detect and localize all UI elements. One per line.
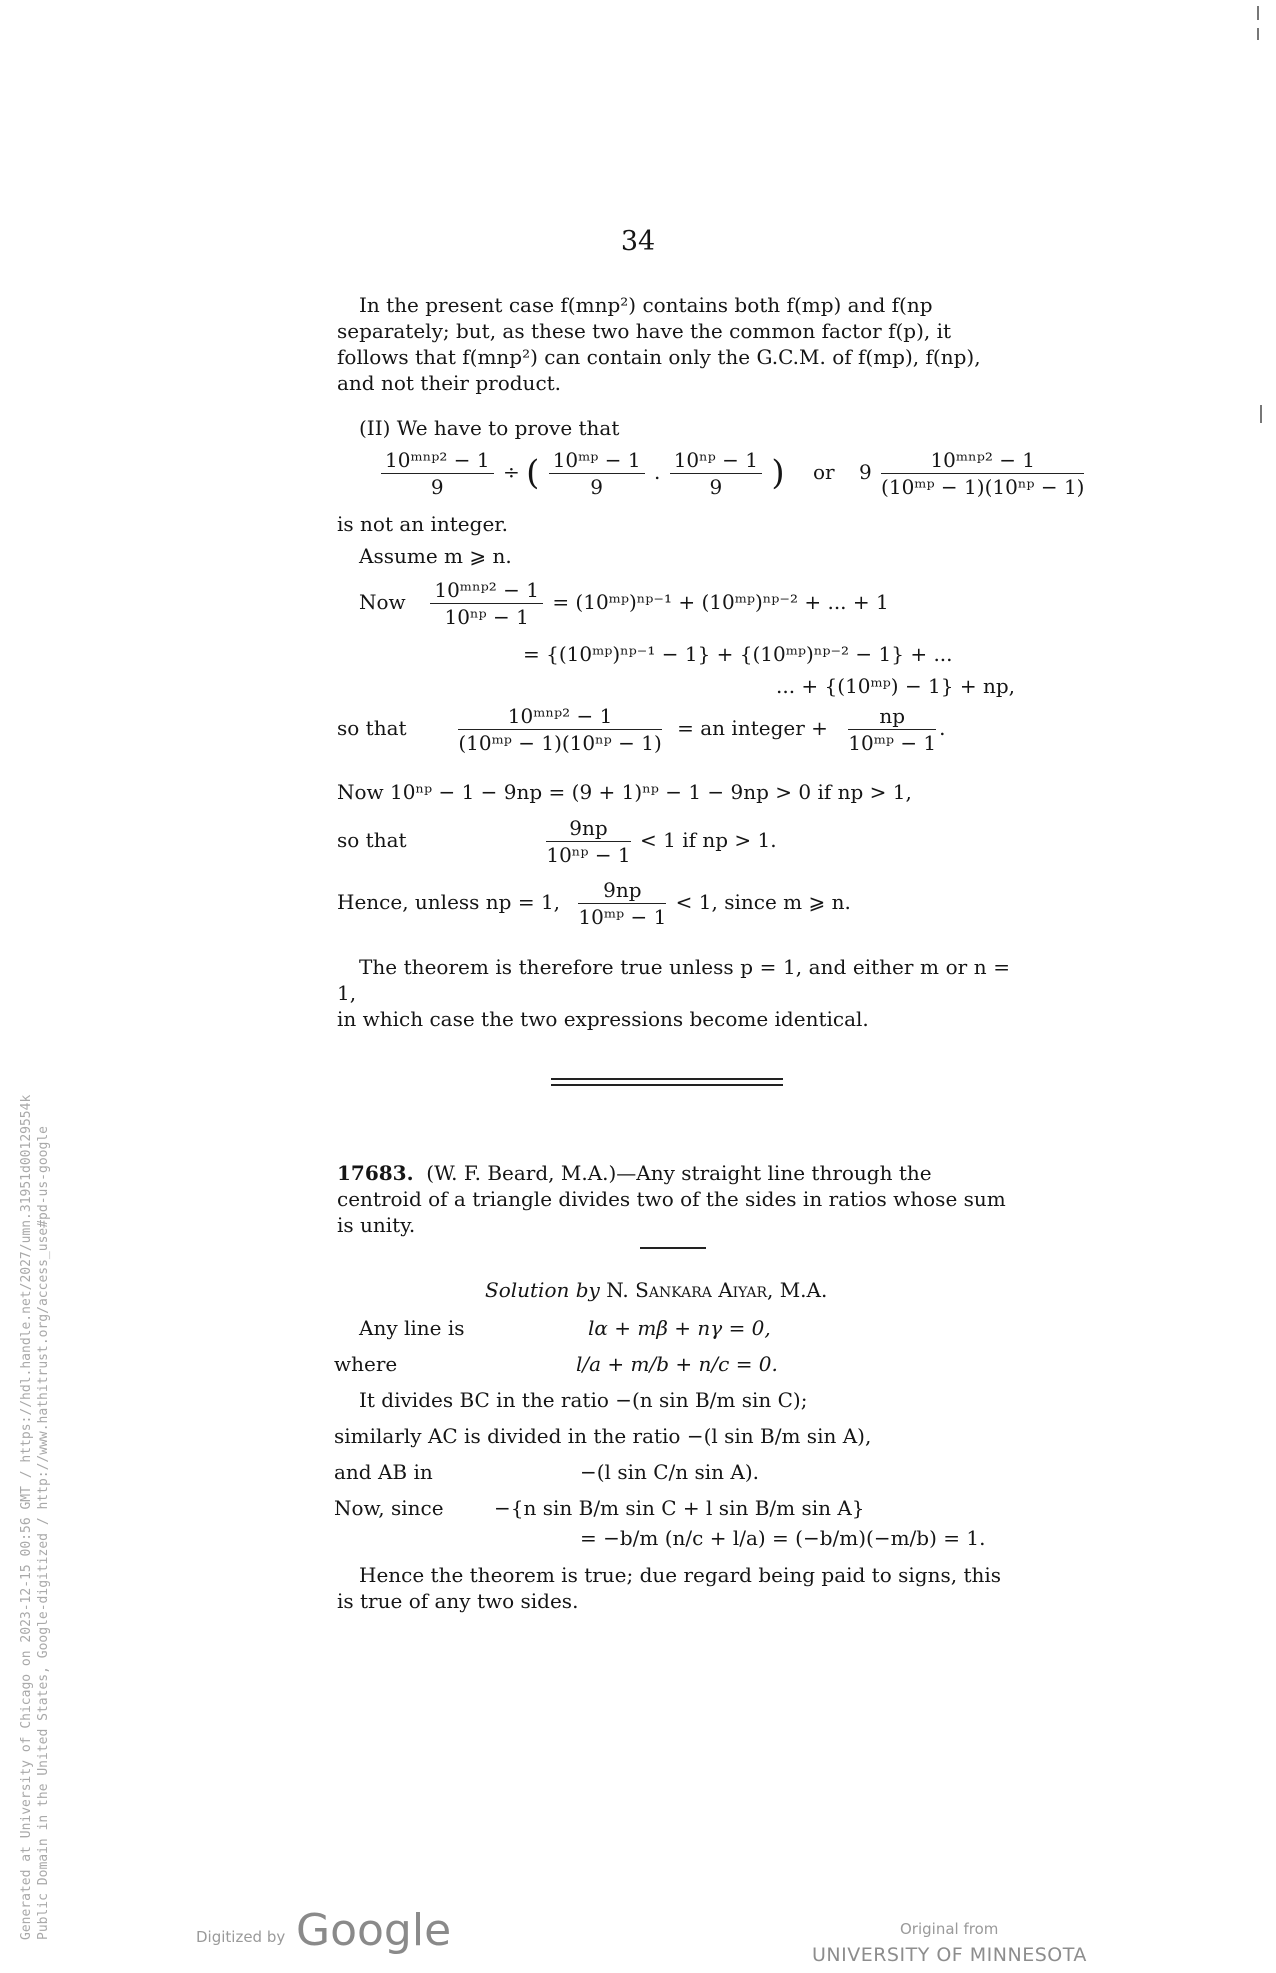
- fraction-mnp: $\frac{\text{10ᵐⁿᵖ² − 1}}{9}$: [381, 448, 494, 499]
- now-since-equation: −{n sin B/m sin C + l sin B/m sin A}: [494, 1496, 865, 1520]
- fraction-9np: $\frac{9np}{\text{10ⁿᵖ − 1}}$: [546, 816, 631, 867]
- ab-ratio: −(l sin C/n sin A).: [580, 1460, 759, 1484]
- divide-sign: ÷: [502, 460, 520, 484]
- short-divider: [640, 1247, 706, 1249]
- expansion-equation: Now $\frac{\text{10ᵐⁿᵖ² − 1}}{\text{10ⁿᵖ − 1}}$ = (10ᵐᵖ)ⁿᵖ⁻¹ + (10ᵐᵖ)ⁿᵖ⁻² + ... + 1: [359, 578, 889, 629]
- intro-line-2: separately; but, as these two have the common factor f(p), it: [337, 319, 952, 343]
- section-divider-top: [551, 1078, 783, 1080]
- bc-ratio-line: It divides BC in the ratio −(n sin B/m sin C);: [359, 1388, 808, 1412]
- closing-line-2: is true of any two sides.: [337, 1589, 579, 1613]
- ac-ratio-line: similarly AC is divided in the ratio −(l sin B/m sin A),: [334, 1424, 872, 1448]
- fraction-mp: $\frac{\text{10ᵐᵖ − 1}}{9}$: [549, 448, 645, 499]
- so-that-less-than: so that $\frac{9np}{\text{10ⁿᵖ − 1}}$ < 1 if np > 1.: [337, 816, 777, 867]
- so-that-integer: so that $\frac{\text{10ᵐⁿᵖ² − 1}}{\text{(10ᵐᵖ − 1)(10ⁿᵖ − 1)}}$ = an integer + $\frac{np}{\text{10ᵐᵖ − 1}}$ .: [337, 704, 946, 755]
- any-line-equation: lα + mβ + nγ = 0,: [588, 1316, 771, 1340]
- intro-line-1: In the present case f(mnp²) contains both f(mp) and f(np: [359, 293, 933, 317]
- expansion-rhs: = (10ᵐᵖ)ⁿᵖ⁻¹ + (10ᵐᵖ)ⁿᵖ⁻² + ... + 1: [552, 590, 889, 614]
- intro-line-3: follows that f(mnp²) can contain only the G.C.M. of f(mp), f(np),: [337, 345, 981, 369]
- part-two-intro: (II) We have to prove that: [359, 416, 620, 440]
- scan-edge-mark: [1257, 6, 1259, 20]
- fraction-hence: $\frac{9np}{\text{10ᵐᵖ − 1}}$: [578, 878, 667, 929]
- fraction-np: $\frac{\text{10ⁿᵖ − 1}}{9}$: [670, 448, 762, 499]
- expansion-line-3: ... + {(10ᵐᵖ) − 1} + np,: [776, 674, 1016, 698]
- expansion-line-2: = {(10ᵐᵖ)ⁿᵖ⁻¹ − 1} + {(10ᵐᵖ)ⁿᵖ⁻² − 1} + ...: [523, 642, 953, 666]
- where-label: where: [334, 1352, 398, 1376]
- problem-line-1: 17683. (W. F. Beard, M.A.)—Any straight line through the: [337, 1161, 932, 1185]
- university-label: UNIVERSITY OF MINNESOTA: [812, 1944, 1087, 1966]
- fraction-np-remainder: $\frac{np}{\text{10ᵐᵖ − 1}}$: [848, 704, 937, 755]
- original-from-label: Original from: [900, 1920, 999, 1938]
- fraction-expansion: $\frac{\text{10ᵐⁿᵖ² − 1}}{\text{10ⁿᵖ − 1}}$: [430, 578, 543, 629]
- fraction-ratio: $\frac{\text{10ᵐⁿᵖ² − 1}}{\text{(10ᵐᵖ − 1)(10ⁿᵖ − 1)}}$: [881, 448, 1085, 499]
- equation-quotient: $\frac{\text{10ᵐⁿᵖ² − 1}}{9}$ ÷ ( $\frac{\text{10ᵐᵖ − 1}}{9}$ . $\frac{\text{10ⁿᵖ − 1}}{9}$ ) or 9 $\frac{\text{10ᵐⁿᵖ² − 1}}{\text{(10ᵐᵖ − 1)(10ⁿᵖ − 1)}}$: [378, 448, 1087, 499]
- problem-line-3: is unity.: [337, 1213, 416, 1237]
- problem-statement: [337, 1160, 1010, 1238]
- problem-number: 17683.: [337, 1161, 414, 1185]
- section-divider-bottom: [551, 1084, 783, 1086]
- final-equation: = −b/m (n/c + l/a) = (−b/m)(−m/b) = 1.: [580, 1526, 986, 1550]
- closing-line-1: Hence the theorem is true; due regard being paid to signs, this: [359, 1563, 1002, 1587]
- conclusion-line-1: The theorem is therefore true unless p = 1, and either m or n = 1,: [337, 955, 1010, 1005]
- scan-edge-mark: [1257, 28, 1259, 40]
- hence-statement: Hence, unless np = 1, $\frac{9np}{\text{10ᵐᵖ − 1}}$ < 1, since m ⩾ n.: [337, 878, 851, 929]
- page-number: 34: [620, 226, 656, 257]
- where-equation: l/a + m/b + n/c = 0.: [576, 1352, 778, 1376]
- hathitrust-watermark: Generated at University of Chicago on 2023-12-15 00:56 GMT / https://hdl.handle.net/2027/umn.31951d00129554k Public Domain in the United States, Google-digitized / http://www.hathitrust.org/access_use#pd-us-google: [19, 1094, 51, 1940]
- solution-heading: Solution by N. Sankara Aiyar, M.A.: [485, 1278, 828, 1302]
- conclusion-line-2: in which case the two expressions become identical.: [337, 1007, 869, 1031]
- ab-label: and AB in: [334, 1460, 433, 1484]
- now-since-label: Now, since: [334, 1496, 444, 1520]
- assume-text: Assume m ⩾ n.: [359, 544, 512, 568]
- problem-line-2: centroid of a triangle divides two of the sides in ratios whose sum: [337, 1187, 1006, 1211]
- now-inequality: Now 10ⁿᵖ − 1 − 9np = (9 + 1)ⁿᵖ − 1 − 9np > 0 if np > 1,: [337, 780, 912, 804]
- conclusion-paragraph: [337, 954, 1010, 1032]
- intro-line-4: and not their product.: [337, 371, 562, 395]
- not-integer-text: is not an integer.: [337, 512, 509, 536]
- fraction-so-that: $\frac{\text{10ᵐⁿᵖ² − 1}}{\text{(10ᵐᵖ − 1)(10ⁿᵖ − 1)}}$: [458, 704, 662, 755]
- closing-paragraph: [337, 1562, 1010, 1614]
- any-line-label: Any line is: [359, 1316, 465, 1340]
- or-word: or: [812, 460, 835, 484]
- google-logo: Google: [296, 1905, 452, 1956]
- scan-edge-mark: [1260, 405, 1262, 423]
- digitized-by-label: Digitized by: [196, 1928, 286, 1946]
- intro-paragraph: [337, 292, 1010, 396]
